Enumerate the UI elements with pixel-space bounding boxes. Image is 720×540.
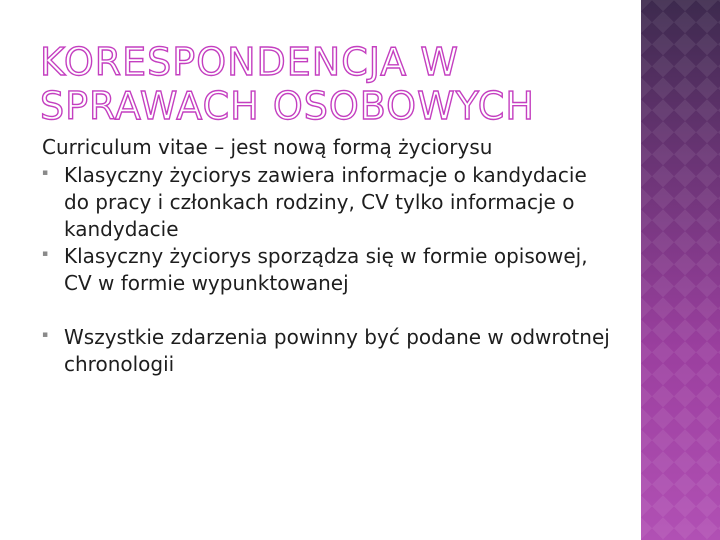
bullet-item (42, 162, 617, 243)
bullet-text: Klasyczny życiorys zawiera informacje o kandydacie do pracy i członkach rodziny, CV tylko informacje o kandydacie (64, 163, 587, 241)
slide-content (42, 134, 617, 378)
bullet-item (42, 324, 617, 378)
bullet-text: Wszystkie zdarzenia powinny być podane w odwrotnej chronologii (64, 325, 610, 376)
bullet-list (42, 162, 617, 378)
bullet-icon: ▪ (42, 168, 49, 178)
bullet-icon: ▪ (42, 249, 49, 259)
decorative-sidebar (641, 0, 720, 540)
bullet-text: Klasyczny życiorys sporządza się w formie opisowej, CV w formie wypunktowanej (64, 244, 588, 295)
bullet-icon: ▪ (42, 330, 49, 340)
intro-text: Curriculum vitae – jest nową formą życiorysu (42, 135, 493, 159)
bullet-item (42, 243, 617, 297)
slide-title: KORESPONDENCJA W SPRAWACH OSOBOWYCH (40, 40, 535, 128)
